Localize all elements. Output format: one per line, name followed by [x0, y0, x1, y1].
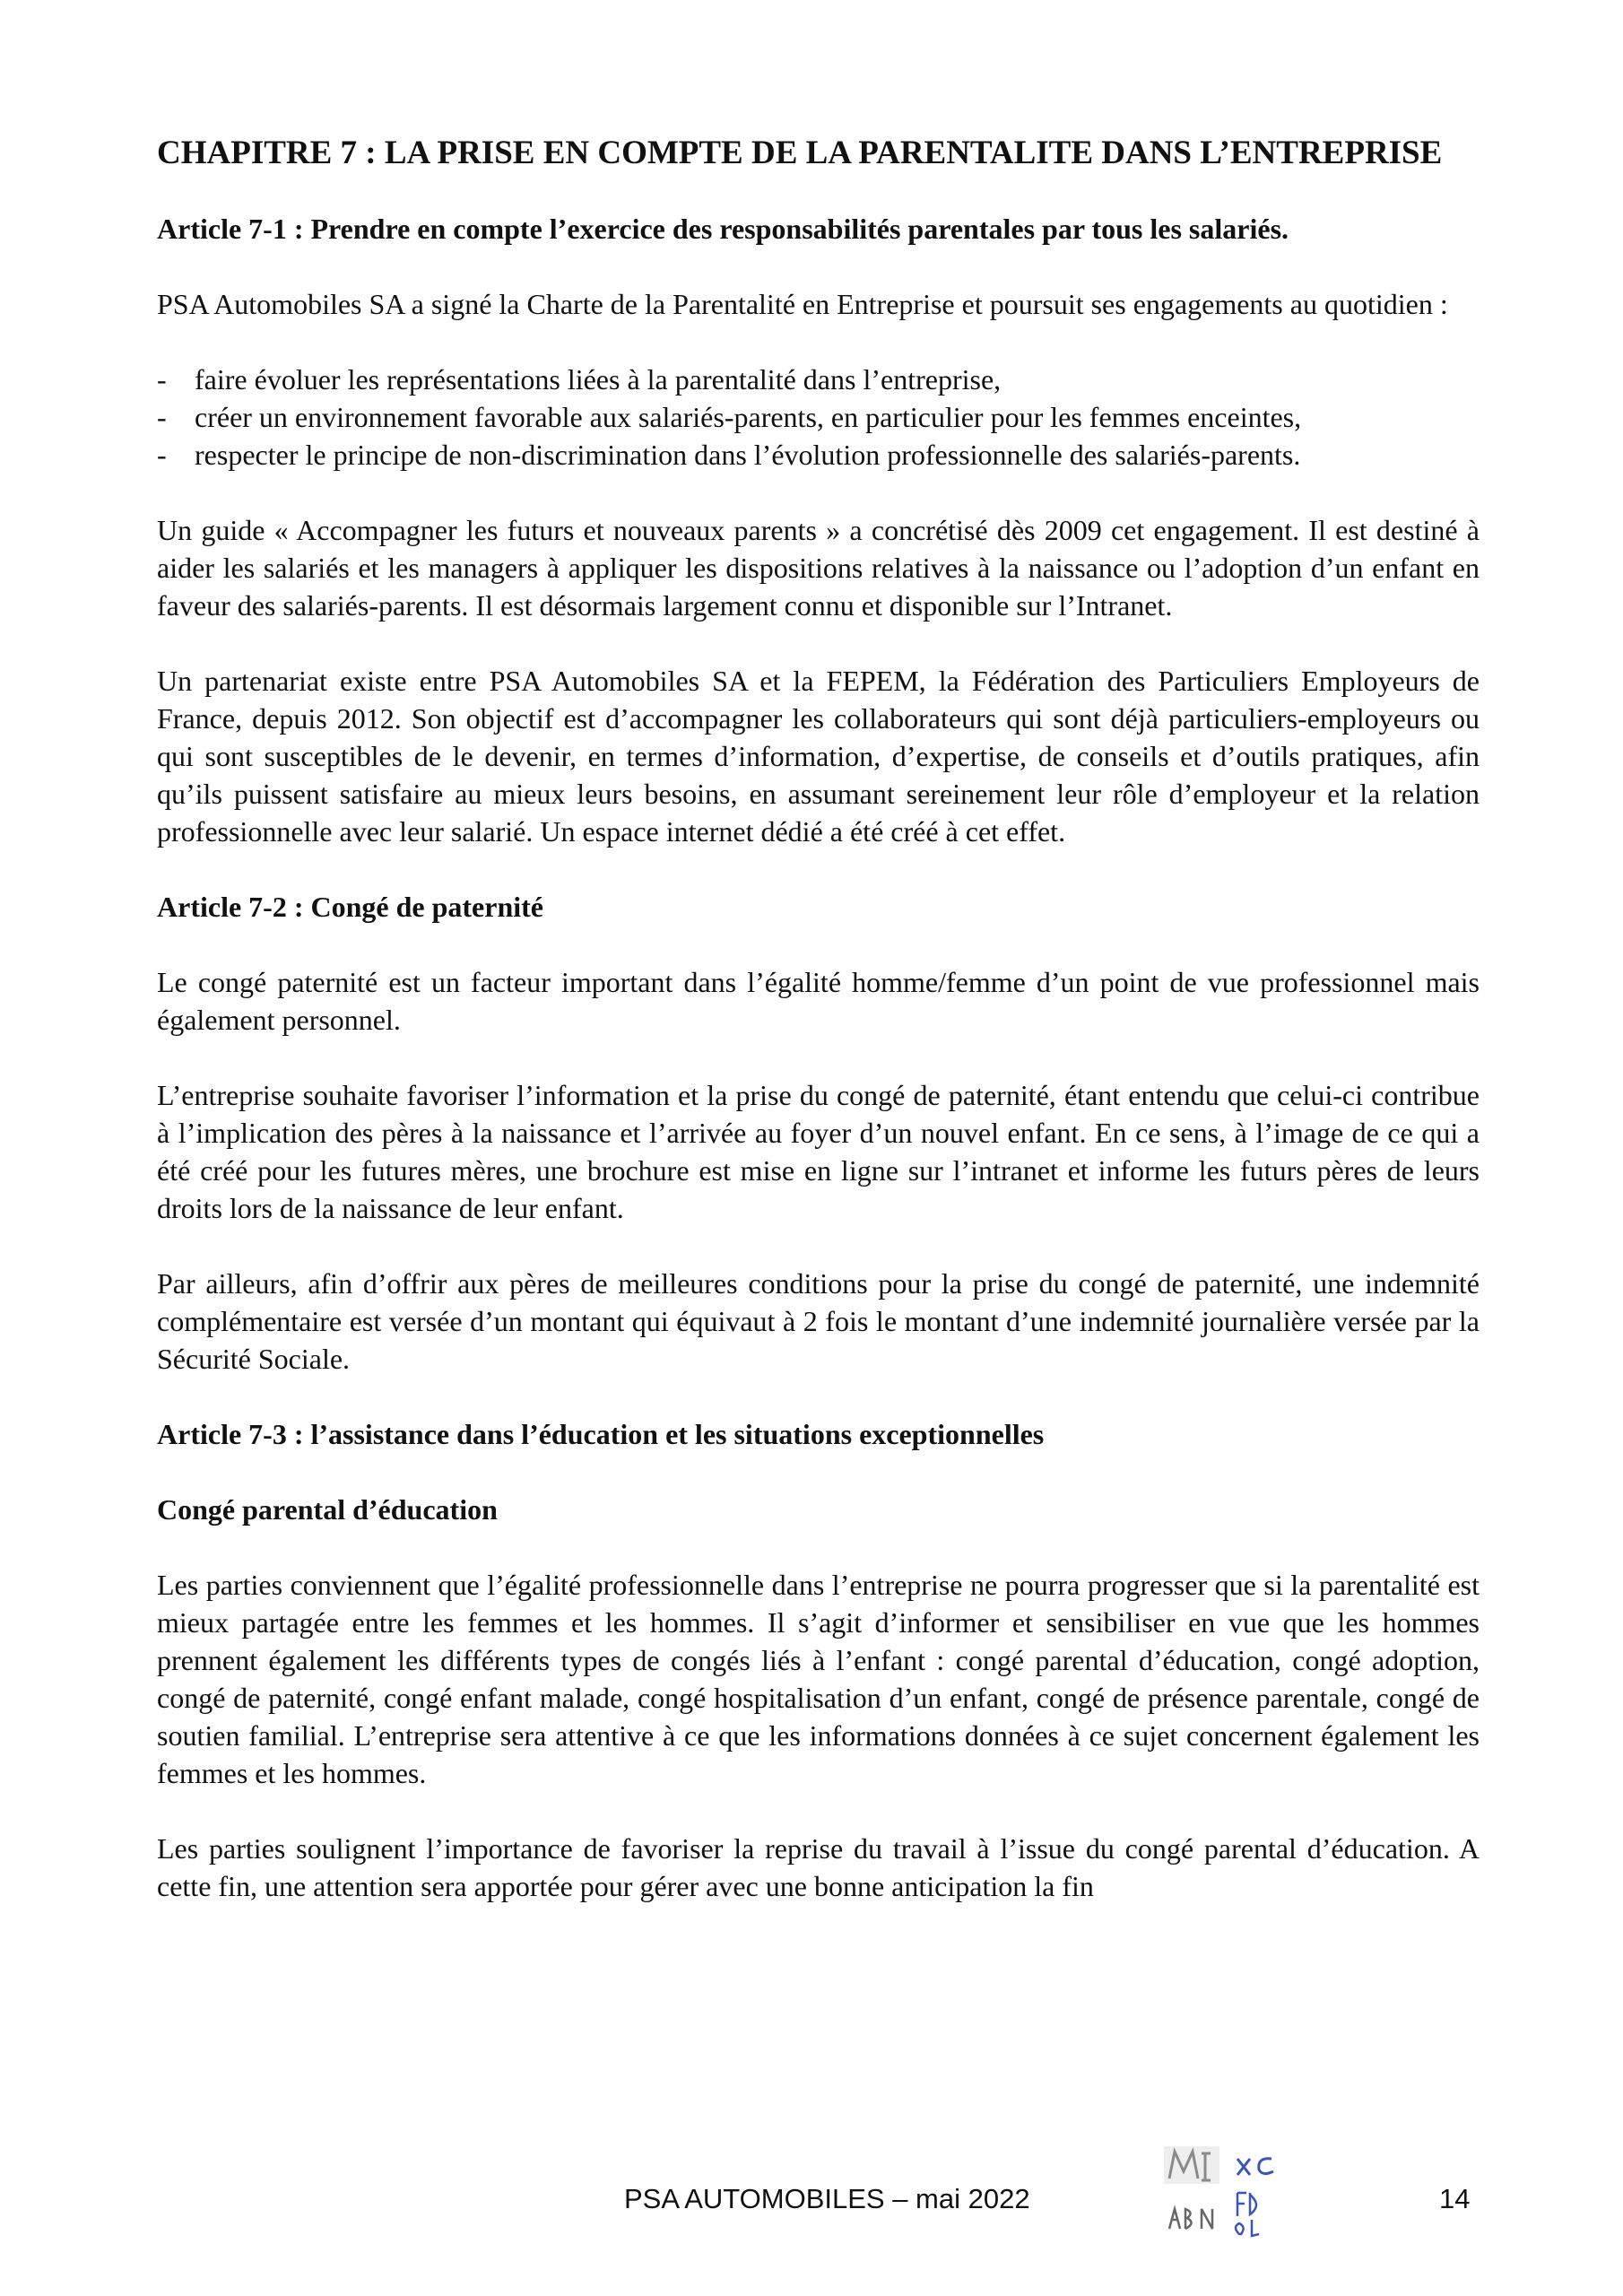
paragraph-fepem: Un partenariat existe entre PSA Automobiles SA et la FEPEM, la Fédération des Particuliers Employeurs de France, depuis 2012. Son objectif est d’accompagner les collaborateurs qui sont déjà particuliers-employeurs ou qui sont susceptibles de le devenir, en termes d’information, d’expertise, de conseils et d’outils pratiques, afin qu’ils puissent satisfaire au mieux leurs besoins, en assumant sereinement leur rôle d’employeur et la relation professionnelle avec leur salarié. Un espace internet dédié a été créé à cet effet.: [157, 665, 1480, 848]
list-item: - respecter le principe de non-discrimination dans l’évolution professionnelle des salariés-parents.: [157, 439, 1301, 471]
paragraph-guide: Un guide « Accompagner les futurs et nouveaux parents » a concrétisé dès 2009 cet engagement. Il est destiné à aider les salariés et les managers à appliquer les dispositions relatives à la naissance ou l’adoption d’un enfant en faveur des salariés-parents. Il est désormais largement connu et disponible sur l’Intranet.: [157, 514, 1480, 622]
page-footer: [0, 2179, 1623, 2269]
paragraph-paternity-2: L’entreprise souhaite favoriser l’information et la prise du congé de paternité, étant entendu que celui-ci contribue à l’implication des pères à la naissance et l’arrivée au foyer d’un nouvel enfant. En ce sens, à l’image de ce qui a été créé pour les futures mères, une brochure est mise en ligne sur l’intranet et informe les futurs pères de leurs droits lors de la naissance de leur enfant.: [157, 1079, 1480, 1224]
paragraph-paternity-3: Par ailleurs, afin d’offrir aux pères de meilleures conditions pour la prise du congé de paternité, une indemnité complémentaire est versée d’un montant qui équivaut à 2 fois le montant d’une indemnité journalière versée par la Sécurité Sociale.: [157, 1267, 1480, 1375]
section-subheading: Congé parental d’éducation: [157, 1493, 498, 1526]
article-7-1-heading: Article 7-1 : Prendre en compte l’exercice des responsabilités parentales par tous les salariés.: [157, 213, 1289, 245]
article-7-1-intro: PSA Automobiles SA a signé la Charte de la Parentalité en Entreprise et poursuit ses engagements au quotidien :: [157, 288, 1448, 320]
page-number: 14: [1439, 2183, 1471, 2214]
article-7-2-heading: Article 7-2 : Congé de paternité: [157, 891, 543, 923]
page-content: [157, 133, 1480, 1905]
article-7-3-heading: Article 7-3 : l’assistance dans l’éducation et les situations exceptionnelles: [157, 1418, 1045, 1450]
list-item: - faire évoluer les représentations liées à la parentalité dans l’entreprise,: [157, 363, 1002, 396]
handwritten-initials-stamp: [1157, 2130, 1363, 2247]
footer-text: PSA AUTOMOBILES – mai 2022: [624, 2183, 1030, 2214]
chapter-title: CHAPITRE 7 : LA PRISE EN COMPTE DE LA PARENTALITE DANS L’ENTREPRISE: [157, 135, 1443, 171]
paragraph-parental-leave-2: Les parties soulignent l’importance de favoriser la reprise du travail à l’issue du congé parental d’éducation. A cette fin, une attention sera apportée pour gérer avec une bonne anticipation la fin: [157, 1832, 1480, 1902]
commitments-list: [157, 361, 1480, 474]
paragraph-parental-leave-1: Les parties conviennent que l’égalité professionnelle dans l’entreprise ne pourra progresser que si la parentalité est mieux partagée entre les femmes et les hommes. Il s’agit d’informer et sensibiliser en vue que les hommes prennent également les différents types de congés liés à l’enfant : congé parental d’éducation, congé adoption, congé de paternité, congé enfant malade, congé hospitalisation d’un enfant, congé de présence parentale, congé de soutien familial. L’entreprise sera attentive à ce que les informations données à ce sujet concernent également les femmes et les hommes.: [157, 1569, 1480, 1789]
paragraph-paternity-1: Le congé paternité est un facteur important dans l’égalité homme/femme d’un point de vue professionnel mais également personnel.: [157, 966, 1480, 1036]
list-item: - créer un environnement favorable aux salariés-parents, en particulier pour les femmes enceintes,: [157, 401, 1302, 433]
